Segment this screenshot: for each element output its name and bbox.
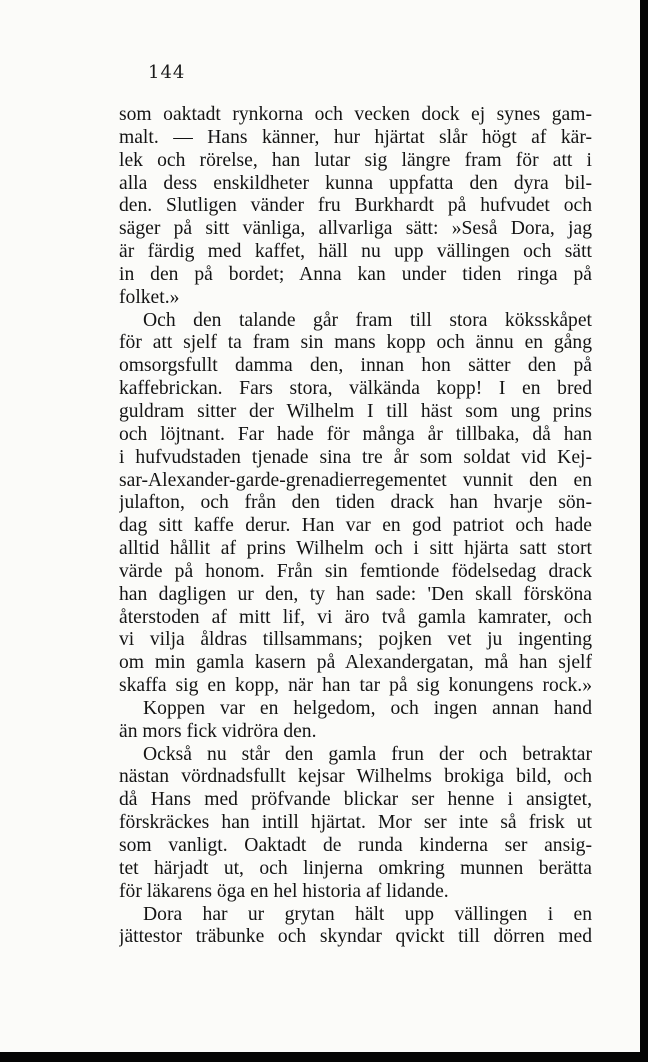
text-line: skaffa sig en kopp, när han tar på sig konungens rock.» — [119, 675, 592, 697]
text-line: än mors fick vidröra den. — [119, 720, 317, 742]
text-line: Koppen var en helgedom, och ingen annan hand — [143, 697, 592, 719]
text-line: Och den talande går fram till stora köksskåpet — [143, 309, 592, 331]
text-line: jättestor träbunke och skyndar qvickt till dörren med — [119, 926, 592, 948]
text-line: julafton, och från den tiden drack han hvarje sön- — [119, 492, 592, 514]
text-line: förskräckes han intill hjärtat. Mor ser inte så frisk ut — [119, 812, 592, 834]
text-line: som vanligt. Oaktadt de runda kinderna ser ansig- — [119, 835, 592, 856]
text-line: och löjtnant. Far hade för många år tillbaka, då han — [119, 423, 592, 445]
page-number: 144 — [148, 62, 186, 83]
text-line: dag sitt kaffe derur. Han var en god patriot och hade — [119, 515, 592, 537]
text-line: kaffebrickan. Fars stora, välkända kopp! I en bred — [119, 378, 592, 400]
text-line: den. Slutligen vänder fru Burkhardt på hufvudet och — [119, 195, 592, 217]
text-line: för läkarens öga en hel historia af lidande. — [119, 880, 449, 902]
text-line: omsorgsfullt damma den, innan hon sätter den på — [119, 355, 592, 377]
text-line: som oaktadt rynkorna och vecken dock ej synes gam- — [119, 104, 592, 125]
text-line: återstoden af mitt lif, vi äro två gamla kamrater, och — [119, 606, 592, 628]
text-line: nästan vördnadsfullt kejsar Wilhelms brokiga bild, och — [119, 766, 592, 788]
text-line: i hufvudstaden tjenade sina tre år som soldat vid Kej- — [119, 446, 592, 468]
text-line: Också nu står den gamla frun der och betraktar — [143, 743, 592, 765]
text-line: alla dess enskildheter kunna uppfatta den dyra bil- — [119, 172, 592, 194]
text-line: folket.» — [119, 286, 180, 308]
text-line: om min gamla kasern på Alexandergatan, må han sjelf — [119, 652, 592, 674]
scan-edge-bottom — [0, 1052, 648, 1062]
text-line: alltid hållit af prins Wilhelm och i sitt hjärta satt stort — [119, 538, 592, 560]
text-line: sar-Alexander-garde-grenadierregementet vunnit den en — [119, 469, 592, 491]
text-line: tet härjadt ut, och linjerna omkring munnen berätta — [119, 857, 592, 879]
text-line: för att sjelf ta fram sin mans kopp och ännu en gång — [119, 332, 592, 354]
text-line: guldram sitter der Wilhelm I till häst som ung prins — [119, 400, 592, 422]
text-line: vi vilja åldras tillsammans; pojken vet ju ingenting — [119, 629, 592, 651]
text-line: säger på sitt vänliga, allvarliga sätt: »Seså Dora, jag — [119, 218, 592, 240]
text-line: då Hans med pröfvande blickar ser henne i ansigtet, — [119, 789, 592, 811]
text-line: in den på bordet; Anna kan under tiden ringa på — [119, 263, 592, 285]
text-line: är färdig med kaffet, häll nu upp vällingen och sätt — [119, 241, 592, 263]
text-line: lek och rörelse, han lutar sig längre fram för att i — [119, 149, 592, 171]
body-text — [119, 104, 592, 949]
text-line: värde på honom. Från sin femtionde födelsedag drack — [119, 560, 592, 582]
text-line: han dagligen ur den, ty han sade: 'Den skall försköna — [119, 583, 592, 605]
scan-edge-right — [640, 0, 648, 1062]
text-line: Dora har ur grytan hält upp vällingen i en — [143, 903, 592, 925]
text-line: malt. — Hans känner, hur hjärtat slår högt af kär- — [119, 126, 592, 148]
